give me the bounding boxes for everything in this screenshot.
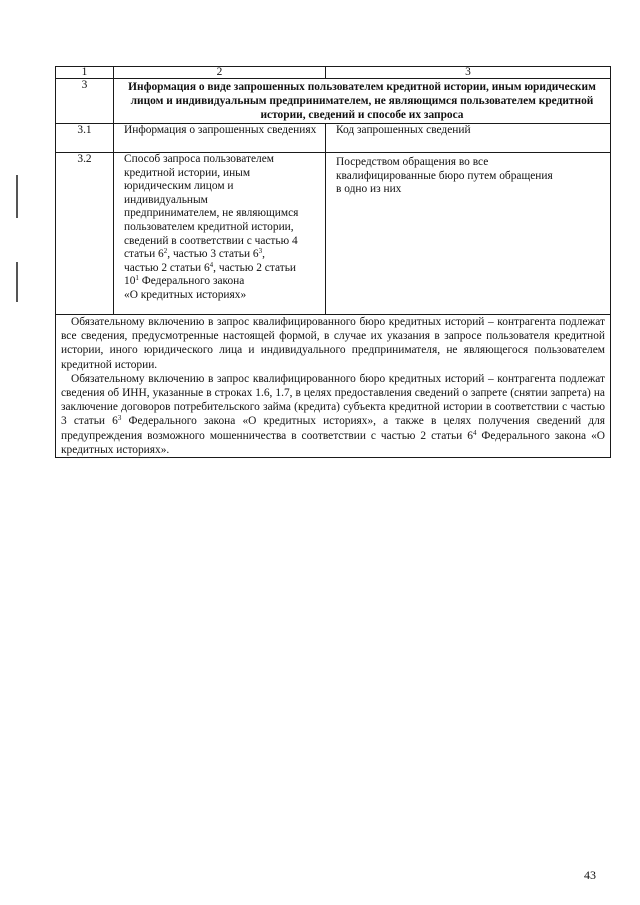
document-table [55,66,611,458]
column-number-row [56,67,611,79]
ref-sup: 4 [209,260,214,269]
table-row [56,124,611,153]
note-text: Федерального закона «О кредитных историях», а также в целях получения сведений для предупреждения возможного мошенничества в соответствии с частью 2 статьи 6 [61,415,605,442]
label-line [124,275,321,289]
label-line: кредитной истории, иным [124,166,251,179]
label-line: Способ запроса пользователем [124,153,274,165]
label-line: сведений в соответствии с частью 4 [124,234,298,247]
note-text: Федерального закона «О кредитных историях». [61,429,606,456]
ref-text: 10 [124,275,136,288]
column-number: 2 [114,67,326,79]
ref-text: , [262,248,265,261]
scan-edge-mark [16,262,18,302]
table-row [56,153,611,315]
label-line: пользователем кредитной истории, [124,220,294,233]
ref-text: статьи 6 [124,248,164,261]
section-row [56,79,611,124]
note-sup: 4 [472,428,477,437]
ref-sup: 1 [135,274,139,283]
value-line: в одно из них [336,183,402,196]
ref-text: , частью 2 статьи [213,261,296,274]
value-line: Посредством обращения во все [336,156,489,168]
notes-row [56,315,611,458]
notes-cell [56,315,611,458]
ref-text: , частью 3 статьи 6 [167,248,259,261]
row-number: 3.1 [56,124,114,153]
column-number: 3 [326,67,611,79]
page-number: 43 [584,868,596,882]
label-line [124,262,321,276]
label-line: юридическим лицом и [124,180,234,193]
ref-sup: 3 [258,247,263,256]
row-number: 3 [56,79,114,124]
ref-text: Федерального закона [138,275,245,288]
row-number: 3.2 [56,153,114,315]
note-paragraph [61,372,605,457]
value-line: квалифицированные бюро путем обращения [336,169,553,182]
column-number: 1 [56,67,114,79]
label-line [124,248,321,262]
note-paragraph: Обязательному включению в запрос квалифицированного бюро кредитных историй – контрагента подлежат все сведения, предусмотренные настоящей формой, в случае их указания в запросе пользователя кредитной истории, иного юридического лица и индивидуального предпринимателя, не являющегося пользователем кредитной истории. [61,316,605,371]
note-text: Обязательному включению в запрос квалифицированного бюро кредитных историй – контрагента подлежат сведения об ИНН, указанные в строках 1.6, 1.7, в целях предоставления сведений о запрете (снятии запрета) на заключение договоров потребительского займа (кредита) субъекта кредитной истории в соответствии с частью 3 статьи 6 [61,372,605,428]
row-label: Информация о запрошенных сведениях [114,124,326,153]
ref-sup: 2 [163,247,168,256]
row-value: Код запрошенных сведений [326,124,611,153]
scan-edge-mark [16,175,18,218]
label-line: индивидуальным [124,193,208,206]
section-title: Информация о виде запрошенных пользователем кредитной истории, иным юридическим лицом и индивидуальным предпринимателем, не являющимся пользователем кредитной истории, сведений и способе их запроса [114,79,611,124]
ref-text: частью 2 статьи 6 [124,261,210,274]
row-label [114,153,326,315]
label-line: предпринимателем, не являющимся [124,207,299,220]
note-sup: 3 [117,414,122,423]
row-value [326,153,611,315]
label-line: «О кредитных историях» [124,288,247,301]
